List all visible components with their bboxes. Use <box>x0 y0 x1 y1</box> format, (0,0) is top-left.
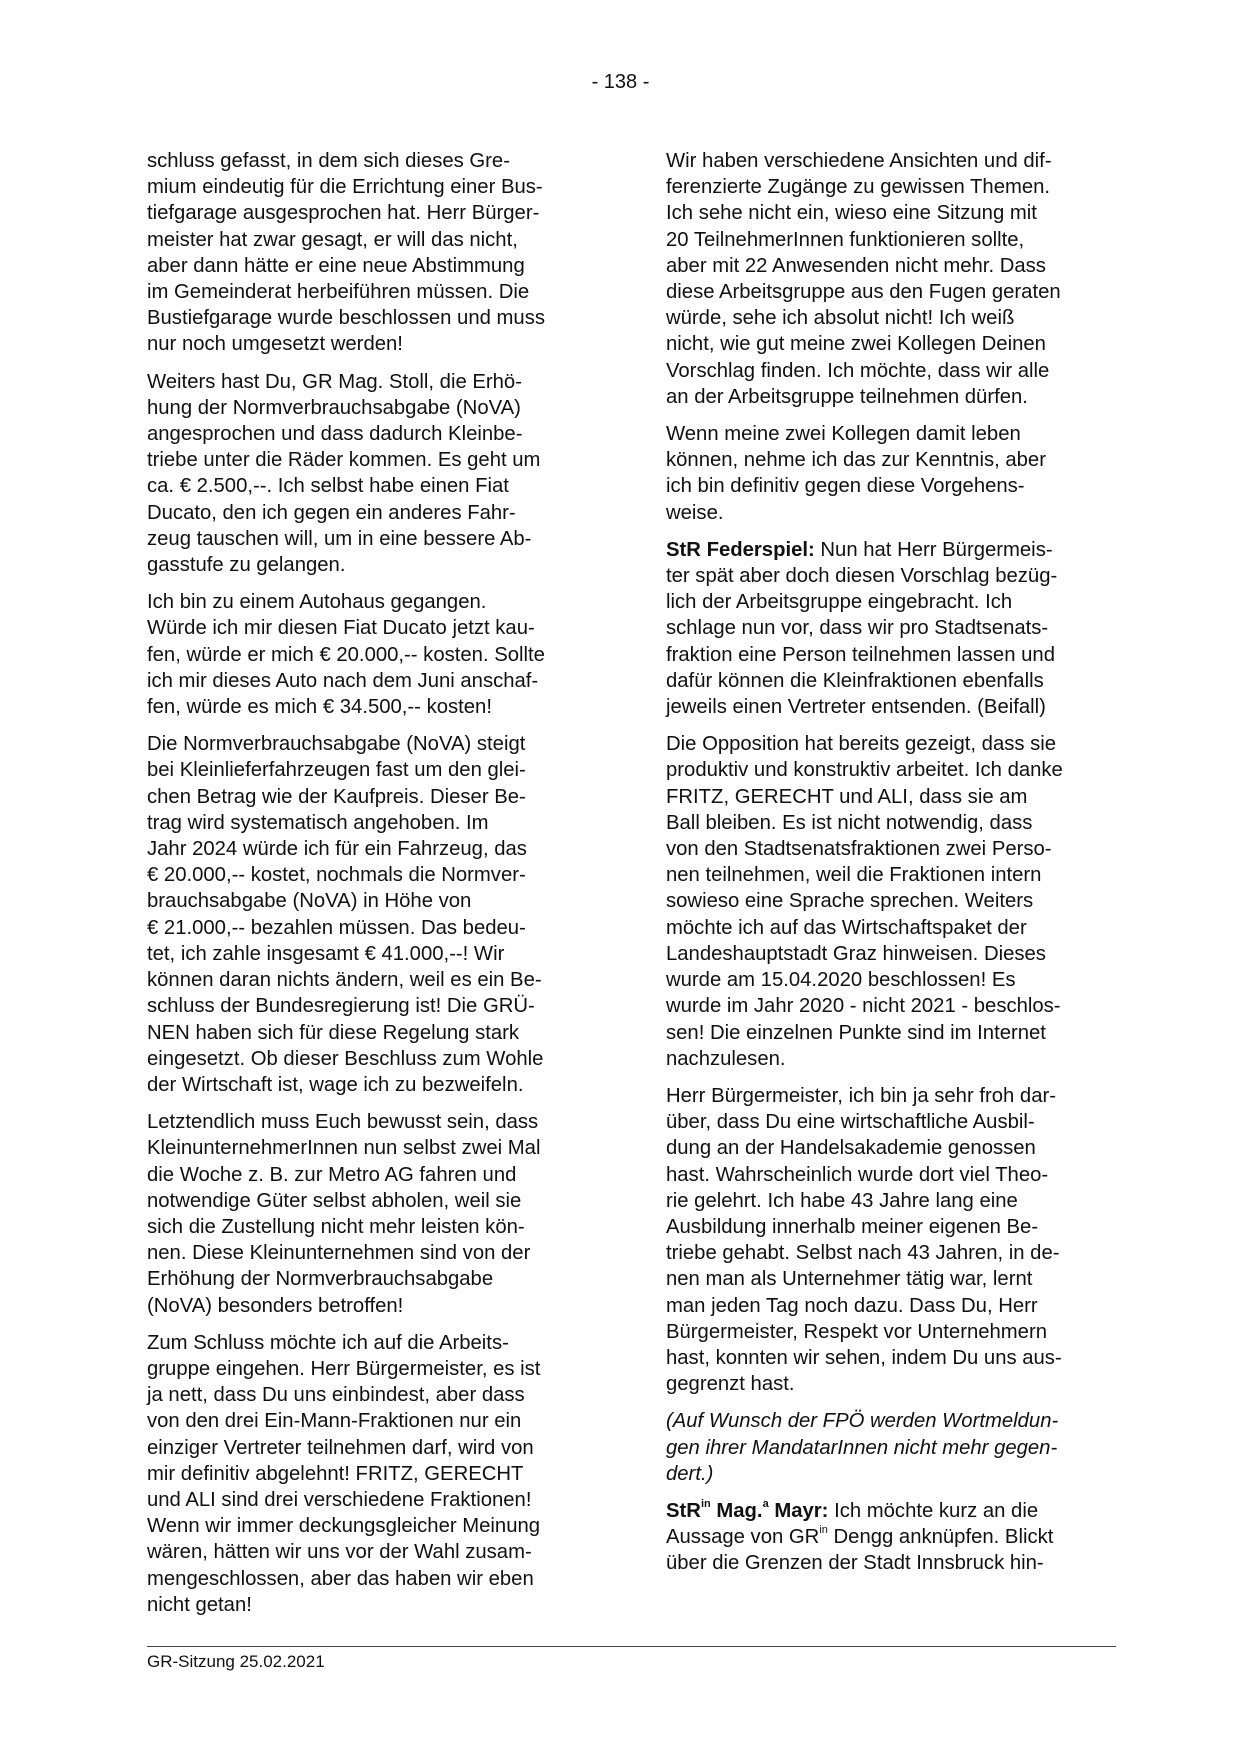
paragraph-line: nen. Diese Kleinunternehmen sind von der <box>147 1242 531 1265</box>
paragraph-line: produktiv und konstruktiv arbeitet. Ich danke <box>666 759 1063 782</box>
paragraph-line: fen, würde er mich € 20.000,-- kosten. Sollte <box>147 643 545 666</box>
paragraph-line: der Wirtschaft ist, wage ich zu bezweifeln. <box>147 1073 524 1096</box>
paragraph-line: dafür können die Kleinfraktionen ebenfalls <box>666 669 1044 692</box>
paragraph-line: können, nehme ich das zur Kenntnis, aber <box>666 449 1046 472</box>
paragraph-line: ja nett, dass Du uns einbindest, aber dass <box>147 1384 525 1407</box>
paragraph-line: nicht, wie gut meine zwei Kollegen Deinen <box>666 333 1046 356</box>
paragraph-line: Ich bin zu einem Autohaus gegangen. <box>147 591 487 614</box>
paragraph-line <box>666 1498 1114 1524</box>
paragraph-line: angesprochen und dass dadurch Kleinbe- <box>147 423 523 446</box>
paragraph-line: Aussage von $GR^{in}$ Dengg anknüpfen. Blickt <box>666 1524 1054 1549</box>
paragraph-line: Jahr 2024 würde ich für ein Fahrzeug, das <box>147 838 527 861</box>
paragraph-line: nen teilnehmen, weil die Fraktionen intern <box>666 864 1042 887</box>
paragraph-line: NEN haben sich für diese Regelung stark <box>147 1021 520 1044</box>
paragraph-line: fraktion eine Person teilnehmen lassen und <box>666 643 1055 666</box>
paragraph-line: Ich sehe nicht ein, wieso eine Sitzung mit <box>666 202 1037 225</box>
paragraph-line: tiefgarage ausgesprochen hat. Herr Bürger- <box>147 202 540 225</box>
paragraph-line: € 21.000,-- bezahlen müssen. Das bedeu- <box>147 916 526 939</box>
paragraph-line: über die Grenzen der Stadt Innsbruck hin- <box>666 1552 1044 1575</box>
paragraph-line: ich mir dieses Auto nach dem Juni anschaf- <box>147 669 539 692</box>
paragraph-line: nur noch umgesetzt werden! <box>147 333 403 356</box>
paragraph-line: wären, hätten wir uns vor der Wahl zusam- <box>147 1541 532 1564</box>
paragraph-line: fen, würde es mich € 34.500,-- kosten! <box>147 696 492 719</box>
paragraph <box>147 589 595 720</box>
footer-session-date: GR-Sitzung 25.02.2021 <box>147 1652 325 1671</box>
paragraph-line: Weiters hast Du, GR Mag. Stoll, die Erhö- <box>147 370 522 393</box>
speech-mayr <box>666 1498 1114 1577</box>
paragraph-line: Wenn wir immer deckungsgleicher Meinung <box>147 1515 541 1538</box>
paragraph-line: wurde am 15.04.2020 beschlossen! Es <box>666 969 1016 992</box>
paragraph-line: ter spät aber doch diesen Vorschlag bezüg- <box>666 565 1058 588</box>
paragraph-line: Zum Schluss möchte ich auf die Arbeits- <box>147 1331 509 1354</box>
paragraph <box>147 148 595 358</box>
paragraph-line: Bustiefgarage wurde beschlossen und muss <box>147 307 545 330</box>
speech-federspiel <box>666 537 1114 720</box>
paragraph <box>666 1083 1114 1397</box>
paragraph-line: gruppe eingehen. Herr Bürgermeister, es ist <box>147 1357 541 1380</box>
paragraph-line: können daran nichts ändern, weil es ein Be- <box>147 969 542 992</box>
paragraph-line: aber dann hätte er eine neue Abstimmung <box>147 254 525 277</box>
paragraph-line: mium eindeutig für die Errichtung einer Bus- <box>147 176 543 199</box>
paragraph-line: dung an der Handelsakademie genossen <box>666 1137 1036 1160</box>
paragraph-line: sen! Die einzelnen Punkte sind im Internet <box>666 1021 1046 1044</box>
paragraph-line: und ALI sind drei verschiedene Fraktionen! <box>147 1488 532 1511</box>
paragraph-continuation <box>666 563 1114 720</box>
paragraph-line: sowieso eine Sprache sprechen. Weiters <box>666 890 1034 913</box>
paragraph-line: rie gelehrt. Ich habe 43 Jahre lang eine <box>666 1189 1018 1212</box>
paragraph <box>147 1109 595 1319</box>
paragraph-line: Die Normverbrauchsabgabe (NoVA) steigt <box>147 733 526 756</box>
paragraph-line: nicht getan! <box>147 1593 252 1616</box>
paragraph-line: notwendige Güter selbst abholen, weil sie <box>147 1189 522 1212</box>
paragraph-line: einziger Vertreter teilnehmen darf, wird von <box>147 1436 534 1459</box>
paragraph <box>666 148 1114 410</box>
paragraph-line: weise. <box>666 501 724 524</box>
paragraph-line: Ausbildung innerhalb meiner eigenen Be- <box>666 1215 1039 1238</box>
paragraph-line: zeug tauschen will, um in eine bessere Ab- <box>147 527 532 550</box>
paragraph-line: von den drei Ein-Mann-Fraktionen nur ein <box>147 1410 522 1433</box>
paragraph-line: dert.) <box>666 1462 714 1485</box>
paragraph-line: tet, ich zahle insgesamt € 41.000,--! Wir <box>147 942 505 965</box>
paragraph-line: hast. Wahrscheinlich wurde dort viel Theo- <box>666 1163 1049 1186</box>
paragraph-line: Landeshauptstadt Graz hinweisen. Dieses <box>666 942 1046 965</box>
paragraph-line: meister hat zwar gesagt, er will das nicht, <box>147 228 518 251</box>
paragraph <box>147 1330 595 1618</box>
footer-divider <box>147 1646 1116 1647</box>
right-column <box>666 148 1114 1588</box>
paragraph-line: bei Kleinlieferfahrzeugen fast um den glei- <box>147 759 526 782</box>
paragraph-line: eingesetzt. Ob dieser Beschluss zum Wohle <box>147 1047 544 1070</box>
paragraph-line: brauchsabgabe (NoVA) in Höhe von <box>147 890 472 913</box>
paragraph-line: sich die Zustellung nicht mehr leisten kön- <box>147 1215 525 1238</box>
left-column <box>147 148 595 1629</box>
paragraph <box>666 731 1114 1072</box>
paragraph-line: chen Betrag wie der Kaufpreis. Dieser Be- <box>147 785 526 808</box>
paragraph-line: im Gemeinderat herbeiführen müssen. Die <box>147 281 530 304</box>
speaker-name: StR$^{in}$ Mag.$^a$ Mayr: <box>666 1498 829 1522</box>
paragraph-line: Die Opposition hat bereits gezeigt, dass sie <box>666 733 1057 756</box>
paragraph-line: € 20.000,-- kostet, nochmals die Normver- <box>147 864 526 887</box>
paragraph-line: möchte ich auf das Wirtschaftspaket der <box>666 916 1027 939</box>
paragraph-line: Bürgermeister, Respekt vor Unternehmern <box>666 1320 1047 1343</box>
paragraph-line: schluss gefasst, in dem sich dieses Gre- <box>147 150 510 172</box>
paragraph-line: Ball bleiben. Es ist nicht notwendig, dass <box>666 811 1033 834</box>
paragraph-line: Vorschlag finden. Ich möchte, dass wir alle <box>666 359 1050 382</box>
paragraph-line: (NoVA) besonders betroffen! <box>147 1294 404 1317</box>
paragraph-line: nen man als Unternehmer tätig war, lernt <box>666 1268 1033 1291</box>
paragraph-line: Wir haben verschiedene Ansichten und dif- <box>666 150 1052 172</box>
paragraph-line: über, dass Du eine wirtschaftliche Ausbil- <box>666 1111 1035 1134</box>
paragraph-line: ich bin definitiv gegen diese Vorgehens- <box>666 475 1025 498</box>
paragraph-line: triebe unter die Räder kommen. Es geht um <box>147 449 541 472</box>
paragraph-line: schlage nun vor, dass wir pro Stadtsenats- <box>666 617 1049 640</box>
paragraph-line: gen ihrer MandatarInnen nicht mehr gegen- <box>666 1436 1058 1459</box>
paragraph-line: diese Arbeitsgruppe aus den Fugen geraten <box>666 281 1061 304</box>
paragraph-line: Ducato, den ich gegen ein anderes Fahr- <box>147 501 516 524</box>
page-number: - 138 - <box>591 71 650 93</box>
speaker-name: StR Federspiel: <box>666 538 815 561</box>
line-text: Nun hat Herr Bürgermeis- <box>814 538 1053 561</box>
paragraph-line: man jeden Tag noch dazu. Dass Du, Herr <box>666 1294 1038 1317</box>
paragraph-line: die Woche z. B. zur Metro AG fahren und <box>147 1163 517 1186</box>
paragraph-line: würde, sehe ich absolut nicht! Ich weiß <box>666 307 1015 330</box>
paragraph-line: mir definitiv abgelehnt! FRITZ, GERECHT <box>147 1462 524 1485</box>
paragraph-line: gegrenzt hast. <box>666 1373 795 1396</box>
paragraph-line: Wenn meine zwei Kollegen damit leben <box>666 423 1021 446</box>
paragraph-line: lich der Arbeitsgruppe eingebracht. Ich <box>666 591 1013 614</box>
paragraph-line: an der Arbeitsgruppe teilnehmen dürfen. <box>666 385 1028 408</box>
editorial-note <box>666 1408 1114 1487</box>
paragraph-line: Würde ich mir diesen Fiat Ducato jetzt kau- <box>147 617 535 640</box>
paragraph-line: KleinunternehmerInnen nun selbst zwei Mal <box>147 1137 541 1160</box>
paragraph-line <box>666 537 1114 563</box>
paragraph-line: ca. € 2.500,--. Ich selbst habe einen Fiat <box>147 475 509 498</box>
paragraph <box>147 369 595 579</box>
paragraph-line: aber mit 22 Anwesenden nicht mehr. Dass <box>666 254 1046 277</box>
paragraph-line: Erhöhung der Normverbrauchsabgabe <box>147 1268 494 1291</box>
paragraph-line: schluss der Bundesregierung ist! Die GRÜ- <box>147 995 535 1018</box>
paragraph-line: hung der Normverbrauchsabgabe (NoVA) <box>147 396 521 419</box>
paragraph-line: nachzulesen. <box>666 1047 786 1070</box>
line-text: Ich möchte kurz an die <box>828 1499 1039 1522</box>
paragraph-line: ferenzierte Zugänge zu gewissen Themen. <box>666 176 1051 199</box>
paragraph-line: trag wird systematisch angehoben. Im <box>147 811 489 834</box>
paragraph-line: 20 TeilnehmerInnen funktionieren sollte, <box>666 228 1025 251</box>
paragraph-line: FRITZ, GERECHT und ALI, dass sie am <box>666 785 1028 808</box>
paragraph-line: (Auf Wunsch der FPÖ werden Wortmeldun- <box>666 1410 1059 1433</box>
paragraph-line: triebe gehabt. Selbst nach 43 Jahren, in de- <box>666 1242 1060 1265</box>
paragraph-line: wurde im Jahr 2020 - nicht 2021 - beschlos- <box>666 995 1061 1018</box>
paragraph-line: Letztendlich muss Euch bewusst sein, dass <box>147 1111 539 1134</box>
paragraph-line: mengeschlossen, aber das haben wir eben <box>147 1567 534 1590</box>
paragraph-line: Herr Bürgermeister, ich bin ja sehr froh dar- <box>666 1084 1056 1107</box>
paragraph-line: jeweils einen Vertreter entsenden. (Beifall) <box>666 696 1046 719</box>
paragraph <box>666 421 1114 526</box>
paragraph-line: von den Stadtsenatsfraktionen zwei Perso- <box>666 838 1052 861</box>
paragraph-line: gasstufe zu gelangen. <box>147 554 346 577</box>
paragraph <box>147 731 595 1098</box>
paragraph-line: hast, konnten wir sehen, indem Du uns aus- <box>666 1346 1062 1369</box>
